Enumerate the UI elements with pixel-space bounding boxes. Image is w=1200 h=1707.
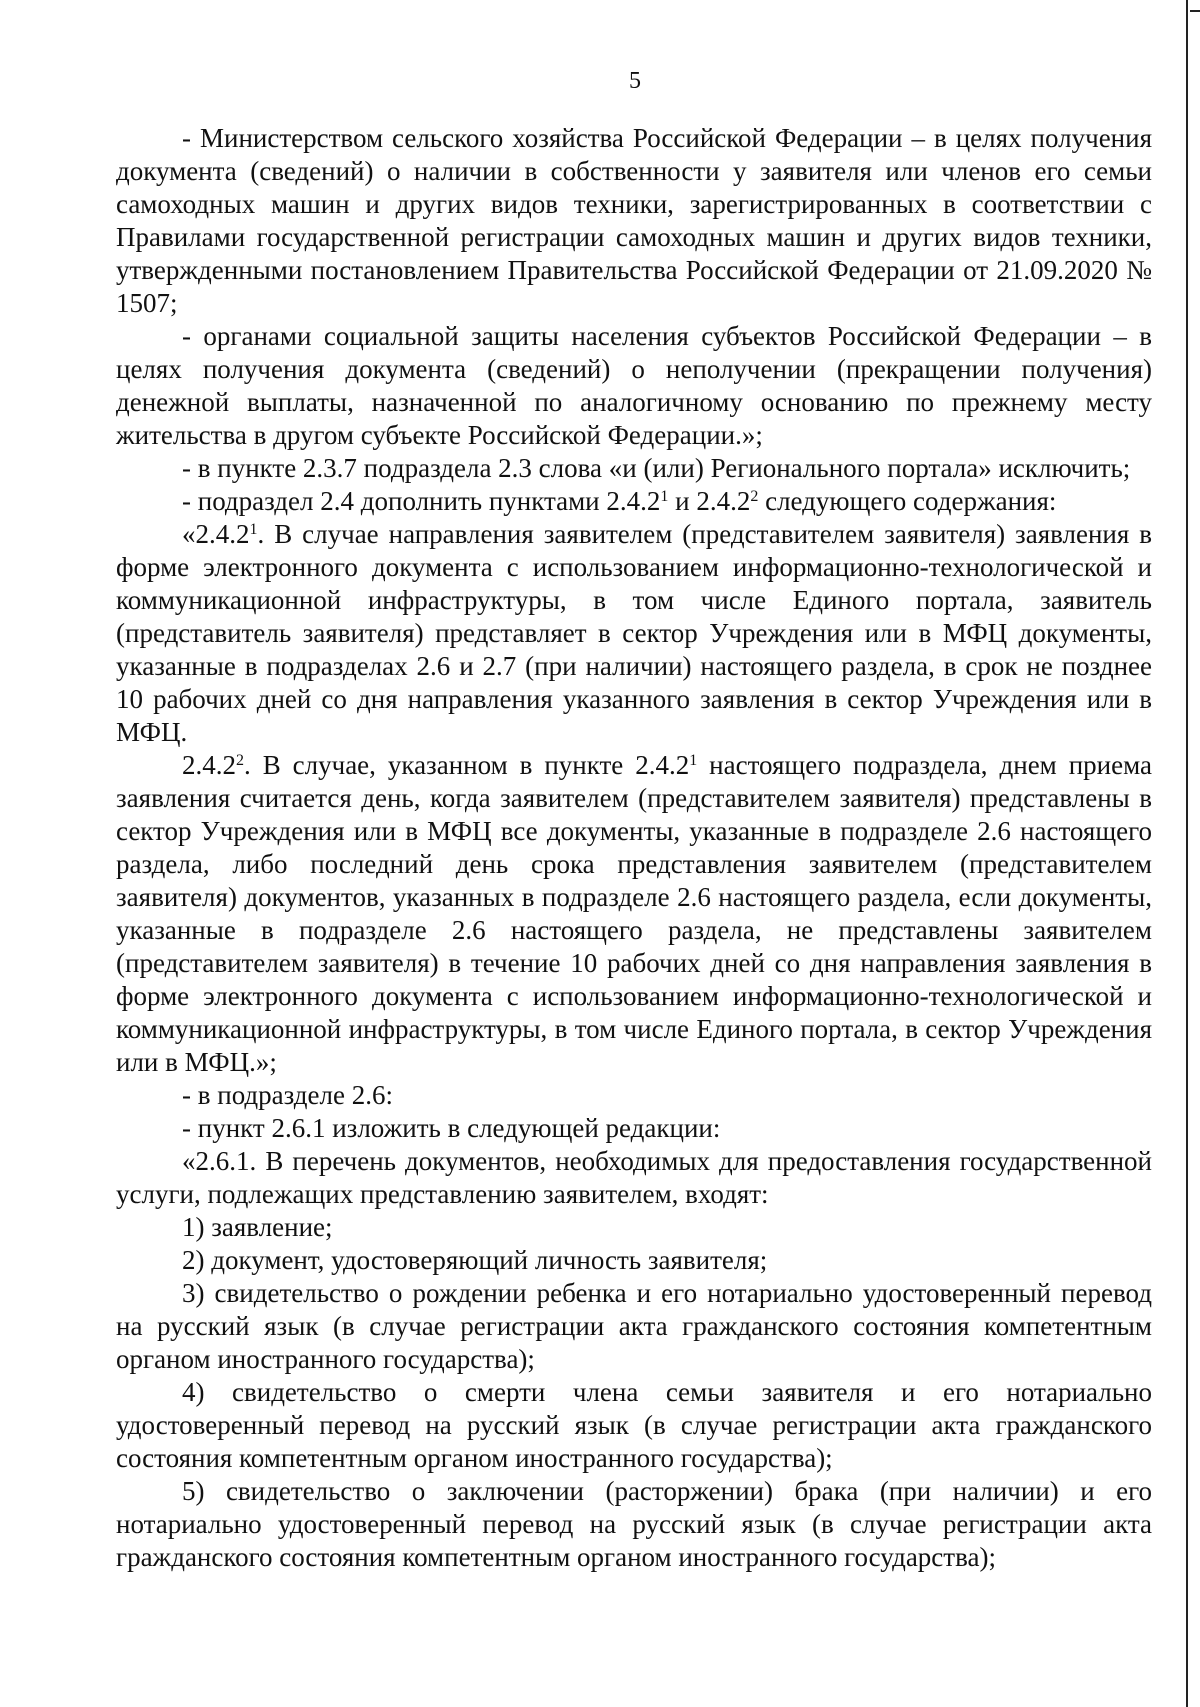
text-run: «2.6.1. В перечень документов, необходимых для предоставления государственной услуги, подлежащих представлению заявителем, входят: xyxy=(116,1146,1152,1209)
text-run: следующего содержания: xyxy=(758,486,1057,516)
text-run: 5) свидетельство о заключении (расторжении) брака (при наличии) и его нотариально удостоверенный перевод на русский язык (в случае регистрации акта гражданского состояния компетентным органом иностранного государства); xyxy=(116,1476,1152,1572)
paragraph xyxy=(116,749,1152,1079)
paragraph xyxy=(116,1145,1152,1211)
text-run: и 2.4.2 xyxy=(668,486,751,516)
page-border-line xyxy=(1186,0,1188,1707)
text-run: «2.4.2 xyxy=(182,519,250,549)
corner-mark xyxy=(1190,10,1200,12)
page-number: 5 xyxy=(629,68,641,94)
text-run: . В случае направления заявителем (представителем заявителя) заявления в форме электронного документа с использованием информационно-технологической и коммуникационной инфраструктуры, в том числе Единого портала, заявитель (представитель заявителя) представляет в сектор Учреждения или в МФЦ документы, указанные в подразделах 2.6 и 2.7 (при наличии) настоящего раздела, в срок не позднее 10 рабочих дней со дня направления указанного заявления в сектор Учреждения или в МФЦ. xyxy=(116,519,1152,747)
text-run: настоящего подраздела, днем приема заявления считается день, когда заявителем (представителем заявителя) представлены в сектор Учреждения или в МФЦ все документы, указанные в подразделе 2.6 настоящего раздела, либо последний день срока представления заявителем (представителем заявителя) документов, указанных в подразделе 2.6 настоящего раздела, если документы, указанные в подразделе 2.6 настоящего раздела, не представлены заявителем (представителем заявителя) в течение 10 рабочих дней со дня направления заявления в форме электронного документа с использованием информационно-технологической и коммуникационной инфраструктуры, в том числе Единого портала, в сектор Учреждения или в МФЦ.»; xyxy=(116,750,1152,1077)
paragraph xyxy=(116,1277,1152,1376)
paragraph xyxy=(116,320,1152,452)
text-run: - в подразделе 2.6: xyxy=(182,1080,393,1110)
paragraph xyxy=(116,1475,1152,1574)
document-body xyxy=(116,122,1152,1574)
text-run: . В случае, указанном в пункте 2.4.2 xyxy=(244,750,690,780)
paragraph xyxy=(116,1079,1152,1112)
text-run: 2) документ, удостоверяющий личность заявителя; xyxy=(182,1245,768,1275)
superscript: 1 xyxy=(689,752,698,770)
paragraph xyxy=(116,1376,1152,1475)
paragraph xyxy=(116,452,1152,485)
text-run: - пункт 2.6.1 изложить в следующей редакции: xyxy=(182,1113,721,1143)
text-run: 1) заявление; xyxy=(182,1212,333,1242)
paragraph xyxy=(116,122,1152,320)
text-run: 4) свидетельство о смерти члена семьи заявителя и его нотариально удостоверенный перевод на русский язык (в случае регистрации акта гражданского состояния компетентным органом иностранного государства); xyxy=(116,1377,1152,1473)
paragraph xyxy=(116,1244,1152,1277)
paragraph xyxy=(116,1112,1152,1145)
superscript: 1 xyxy=(249,521,258,539)
text-run: - Министерством сельского хозяйства Российской Федерации – в целях получения документа (сведений) о наличии в собственности у заявителя или членов его семьи самоходных машин и других видов техники, зарегистрированных в соответствии с Правилами государственной регистрации самоходных машин и других видов техники, утвержденными постановлением Правительства Российской Федерации от 21.09.2020 № 1507; xyxy=(116,123,1152,318)
paragraph xyxy=(116,518,1152,749)
superscript: 2 xyxy=(236,752,244,770)
superscript: 1 xyxy=(660,488,669,506)
text-run: 2.4.2 xyxy=(182,750,236,780)
text-run: - в пункте 2.3.7 подраздела 2.3 слова «и (или) Регионального портала» исключить; xyxy=(182,453,1131,483)
text-run: - подраздел 2.4 дополнить пунктами 2.4.2 xyxy=(182,486,661,516)
paragraph xyxy=(116,1211,1152,1244)
paragraph xyxy=(116,485,1152,518)
superscript: 2 xyxy=(750,488,759,506)
text-run: - органами социальной защиты населения субъектов Российской Федерации – в целях получения документа (сведений) о неполучении (прекращении получения) денежной выплаты, назначенной по аналогичному основанию по прежнему месту жительства в другом субъекте Российской Федерации.»; xyxy=(116,321,1152,450)
text-run: 3) свидетельство о рождении ребенка и его нотариально удостоверенный перевод на русский язык (в случае регистрации акта гражданского состояния компетентным органом иностранного государства); xyxy=(116,1278,1152,1374)
